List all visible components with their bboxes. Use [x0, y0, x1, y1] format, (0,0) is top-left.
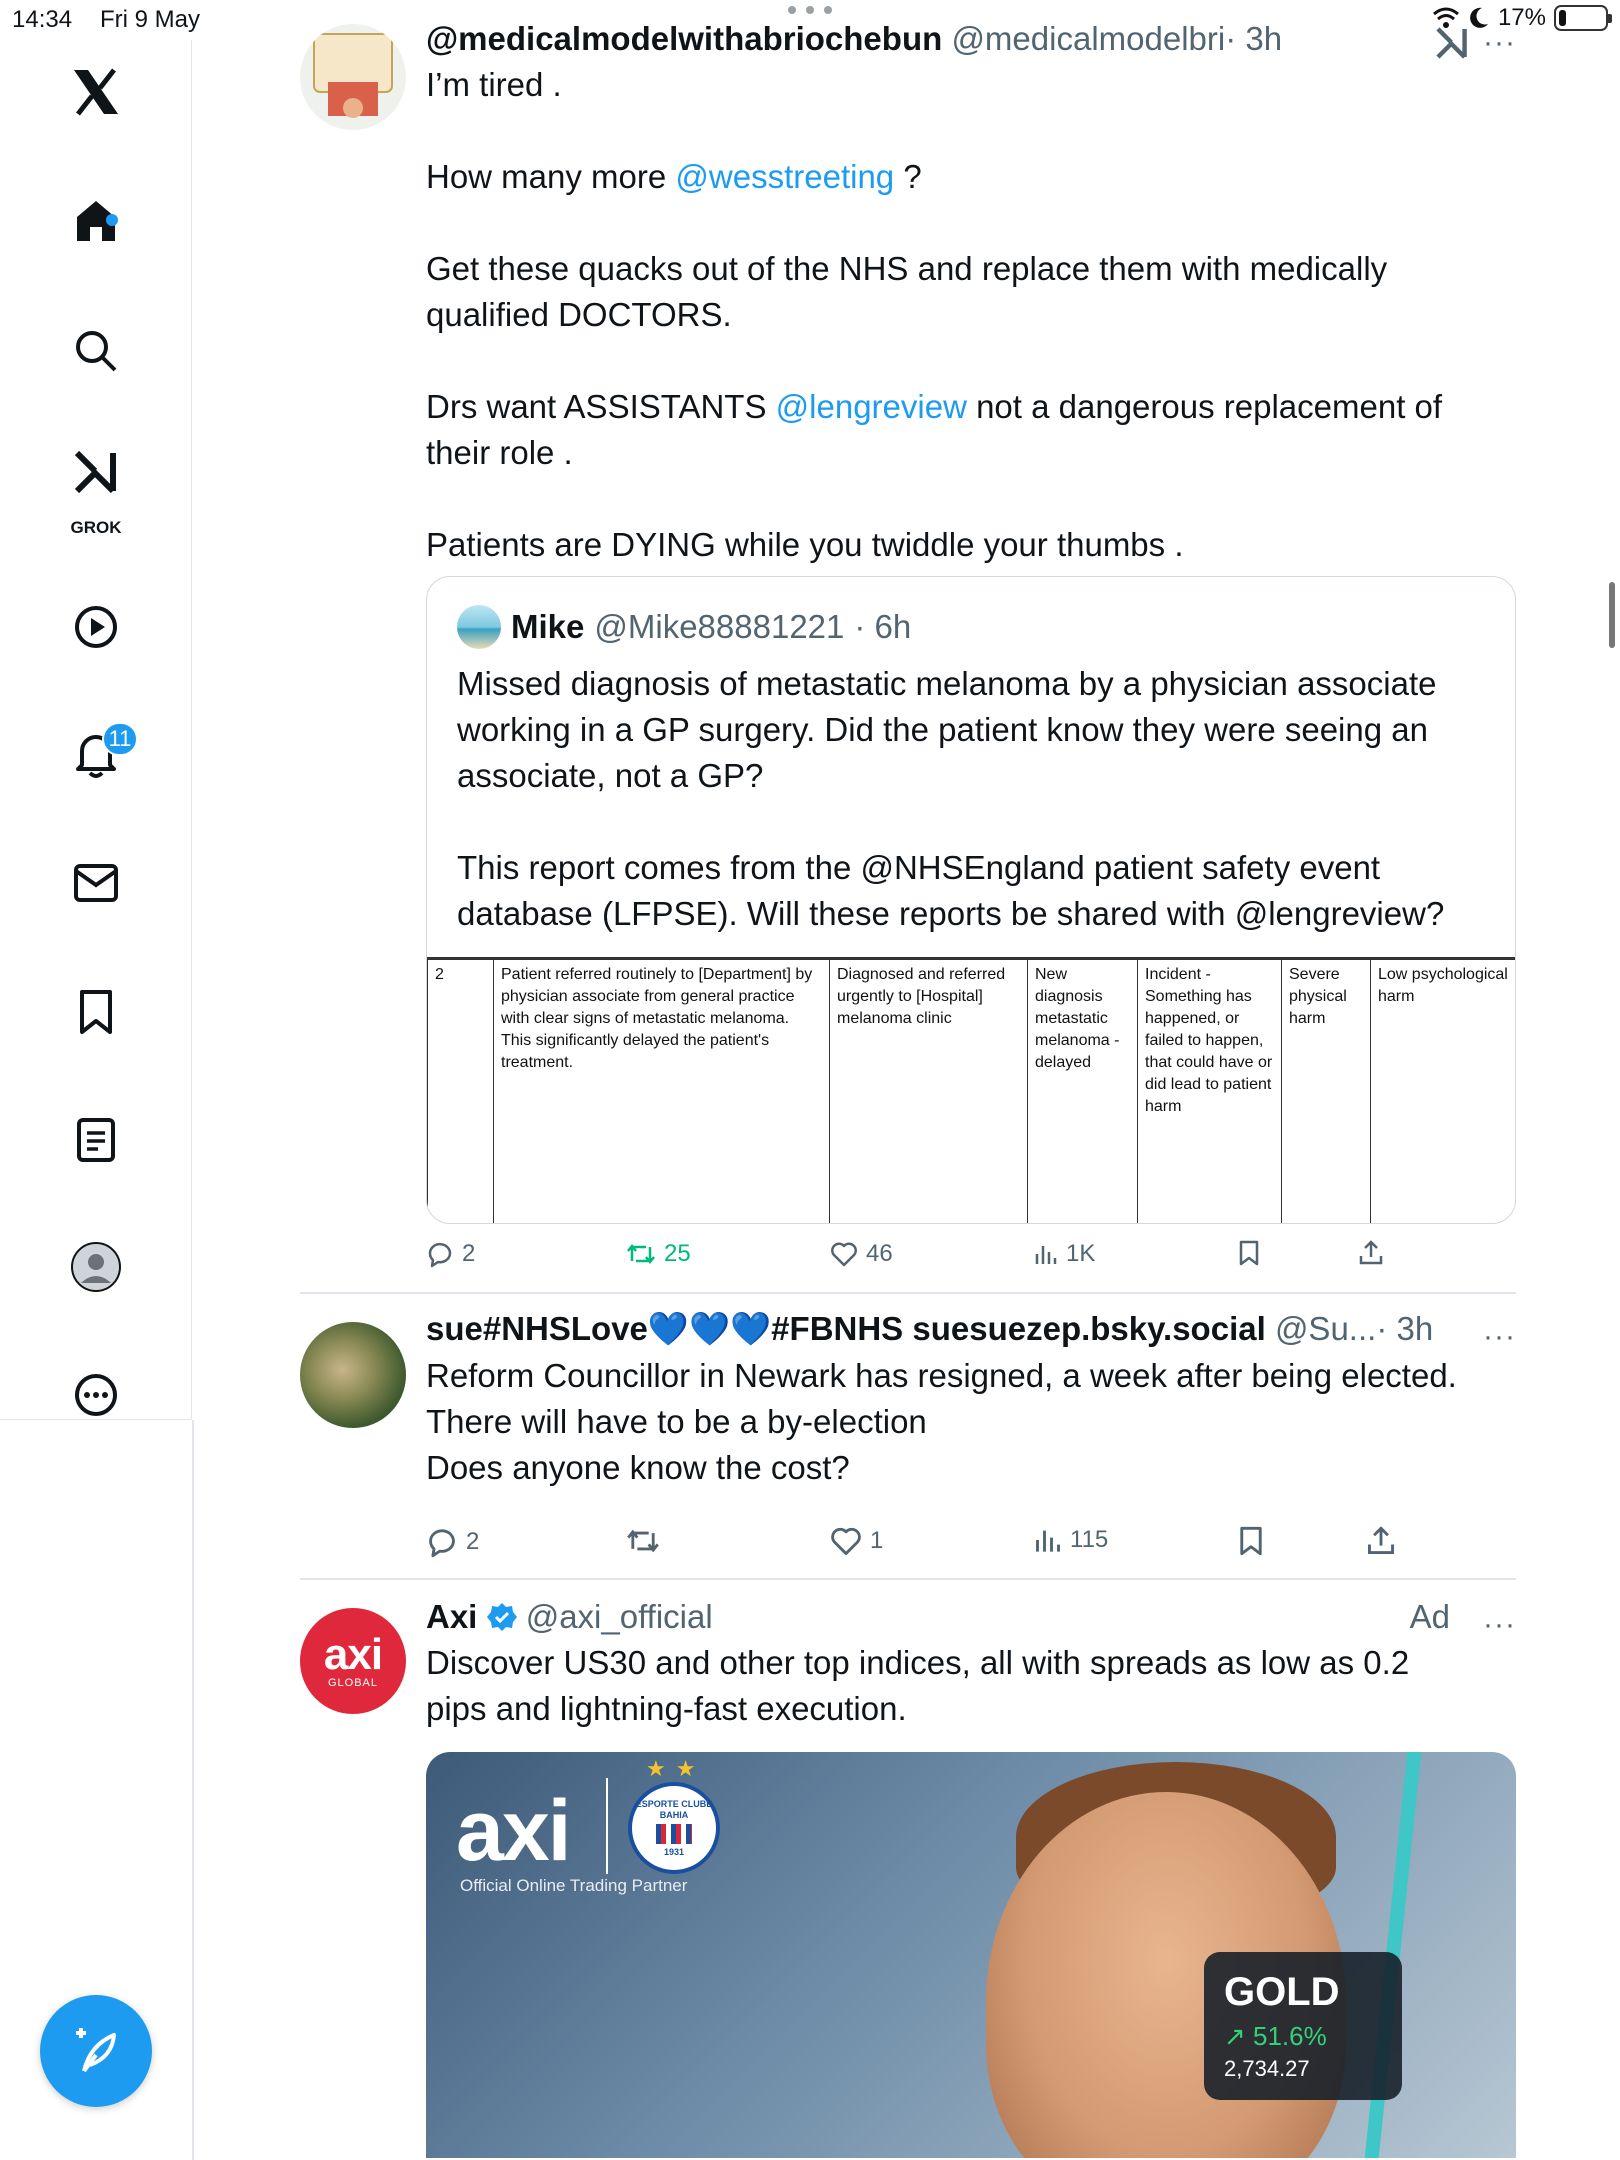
- post-text-line: [426, 430, 1516, 476]
- club-year: 1931: [663, 1846, 685, 1857]
- post-avatar[interactable]: [300, 24, 406, 130]
- lists-icon[interactable]: [0, 1100, 192, 1180]
- search-icon[interactable]: [0, 311, 192, 391]
- post-header: [426, 1310, 1446, 1349]
- post-time: · 3h: [1376, 1310, 1434, 1347]
- quoted-image-table: [427, 957, 1516, 1224]
- notifications-bell-icon[interactable]: [0, 715, 192, 795]
- bookmark-button[interactable]: [1238, 1526, 1264, 1556]
- table-cell: Severe physical harm: [1282, 959, 1371, 1225]
- table-cell: New diagnosis metastatic melanoma - delayed: [1028, 959, 1138, 1225]
- grok-explain-icon[interactable]: [1435, 26, 1469, 60]
- heart-icon: [830, 1526, 862, 1556]
- scrollbar[interactable]: [1609, 582, 1615, 648]
- like-button[interactable]: [830, 1526, 883, 1556]
- author-handle[interactable]: @Su...: [1274, 1310, 1377, 1347]
- author-name[interactable]: @medicalmodelwithabriochebun: [426, 20, 943, 57]
- post-text-line: [426, 292, 1516, 338]
- text-segment: qualified DOCTORS.: [426, 296, 732, 333]
- quoted-text-line: working in a GP surgery. Did the patient know they were seeing an: [457, 711, 1428, 748]
- compose-post-button[interactable]: [40, 1995, 152, 2107]
- views-bar-icon: [1034, 1242, 1058, 1266]
- grok-icon[interactable]: [0, 432, 192, 512]
- sidebar: [0, 40, 192, 1420]
- post-text-line: Does anyone know the cost?: [426, 1449, 850, 1486]
- author-handle[interactable]: @medicalmodelbri: [951, 20, 1226, 57]
- battery-icon: [1554, 5, 1608, 31]
- axi-avatar-text: axi: [323, 1630, 383, 1679]
- ad-image[interactable]: [426, 1752, 1516, 2158]
- author-name[interactable]: Axi: [426, 1598, 478, 1635]
- quoted-post-header: [457, 605, 911, 649]
- post-medicalmodel[interactable]: [300, 20, 1516, 1290]
- heart-icon: [830, 1241, 858, 1267]
- table-cell: Incident - Something has happened, or failed to happen, that could have or did lead to patient harm: [1138, 959, 1282, 1225]
- logo-divider: [606, 1778, 608, 1874]
- text-segment: Get these quacks out of the NHS and replace them with medically: [426, 250, 1388, 287]
- grok-label: GROK: [70, 518, 122, 537]
- views-button[interactable]: [1034, 1526, 1108, 1554]
- quoted-author-handle: @Mike88881221: [594, 608, 845, 645]
- reply-icon: [426, 1526, 458, 1558]
- post-text-line: [426, 200, 1516, 246]
- table-cell: Low psychological harm: [1371, 959, 1517, 1225]
- repost-icon: [626, 1241, 656, 1267]
- quoted-post-text: [457, 661, 1497, 937]
- ticker-change: ↗ 51.6%: [1224, 2021, 1327, 2051]
- quoted-post-time: · 6h: [854, 608, 912, 645]
- bookmark-icon: [1238, 1526, 1264, 1556]
- ticker-name: GOLD: [1224, 1970, 1340, 2014]
- reply-count: 2: [462, 1240, 476, 1267]
- post-text-line: [426, 62, 1516, 108]
- home-icon[interactable]: [0, 180, 192, 260]
- ad-label: Ad: [1409, 1598, 1450, 1635]
- ad-axi-logo: axi: [456, 1783, 570, 1879]
- post-text-line: pips and lightning-fast execution.: [426, 1690, 907, 1727]
- post-separator: [300, 1292, 1516, 1294]
- views-count: 1K: [1066, 1240, 1096, 1267]
- quoted-author-name: Mike: [511, 608, 585, 645]
- post-text: [426, 62, 1516, 568]
- post-text-line: There will have to be a by-election: [426, 1403, 927, 1440]
- views-count: 115: [1070, 1526, 1109, 1553]
- post-sue[interactable]: [300, 1310, 1516, 1580]
- post-text-line: [426, 338, 1516, 384]
- post-text-line: [426, 154, 1516, 200]
- more-options-circle-icon[interactable]: [0, 1355, 192, 1435]
- verified-badge-icon: [487, 1602, 517, 1632]
- post-text-line: [426, 108, 1516, 154]
- gmc-avatar-image: [300, 24, 406, 130]
- author-name[interactable]: sue#NHSLove💙💙💙#FBNHS suesuezep.bsky.social: [426, 1310, 1266, 1347]
- post-time: · 3h: [1225, 20, 1283, 57]
- quoted-text-line: Missed diagnosis of metastatic melanoma by a physician associate: [457, 665, 1437, 702]
- battery-percent: 17%: [1497, 4, 1546, 31]
- post-more-icon[interactable]: ···: [1483, 1608, 1516, 1641]
- post-text-line: [426, 246, 1516, 292]
- mention-link[interactable]: @wesstreeting: [675, 158, 895, 195]
- share-icon: [1366, 1526, 1396, 1556]
- post-axi-ad[interactable]: [300, 1598, 1516, 2160]
- post-actions: [426, 1240, 1516, 1280]
- reply-icon: [426, 1240, 454, 1268]
- share-icon: [1358, 1240, 1384, 1266]
- repost-icon: [626, 1526, 660, 1556]
- axi-avatar-subtext: GLOBAL: [327, 1677, 379, 1689]
- club-crest: [628, 1782, 720, 1874]
- profile-avatar-icon[interactable]: [0, 1227, 192, 1307]
- messages-envelope-icon[interactable]: [0, 843, 192, 923]
- compose-feather-icon: [68, 2023, 124, 2079]
- post-text-line: [426, 522, 1516, 568]
- home-notification-dot: [106, 214, 118, 226]
- post-text-line: [426, 384, 1516, 430]
- reply-button[interactable]: [426, 1526, 479, 1558]
- table-cell: Diagnosed and referred urgently to [Hospital] melanoma clinic: [830, 959, 1028, 1225]
- post-text-line: [426, 476, 1516, 522]
- text-segment: How many more: [426, 158, 676, 195]
- quoted-text-line: This report comes from the @NHSEngland patient safety event: [457, 849, 1381, 886]
- quoted-text-line: [457, 799, 1497, 845]
- mention-link[interactable]: @lengreview: [775, 388, 967, 425]
- share-button[interactable]: [1358, 1240, 1384, 1266]
- axi-avatar[interactable]: [300, 1608, 406, 1714]
- post-text-line: Reform Councillor in Newark has resigned, a week after being elected.: [426, 1357, 1457, 1394]
- repost-button[interactable]: [626, 1240, 691, 1268]
- repost-button[interactable]: [626, 1526, 660, 1556]
- post-text: [426, 1353, 1516, 1491]
- ticker-price: 2,734.27: [1224, 2056, 1310, 2081]
- bookmarks-icon[interactable]: [0, 972, 192, 1052]
- sidebar-divider: [192, 1420, 194, 2160]
- text-segment: Drs want ASSISTANTS: [426, 388, 776, 425]
- status-time: 14:34: [12, 6, 73, 33]
- post-more-icon[interactable]: ···: [1483, 26, 1516, 59]
- text-segment: their role .: [426, 434, 573, 471]
- post-text-line: Discover US30 and other top indices, all with spreads as low as 0.2: [426, 1644, 1410, 1681]
- text-segment: I’m tired .: [426, 66, 562, 103]
- post-header-right: [1435, 26, 1516, 60]
- text-segment: ?: [894, 158, 922, 195]
- reply-button[interactable]: [426, 1240, 475, 1268]
- views-bar-icon: [1034, 1526, 1062, 1554]
- club-name: ESPORTE CLUBE BAHIA: [635, 1798, 713, 1820]
- repost-count: 25: [664, 1240, 691, 1267]
- ad-gold-ticker: [1204, 1952, 1402, 2100]
- reply-count: 2: [466, 1528, 480, 1555]
- text-segment: Patients are DYING while you twiddle your thumbs .: [426, 526, 1184, 563]
- post-actions: [426, 1526, 1516, 1566]
- quoted-avatar: [457, 605, 501, 649]
- notifications-badge: 11: [102, 722, 138, 756]
- multitasking-dots-icon[interactable]: [788, 6, 832, 18]
- post-header: [426, 1598, 1516, 1636]
- quoted-text-line: database (LFPSE). Will these reports be shared with @lengreview?: [457, 895, 1445, 932]
- text-segment: not a dangerous replacement of: [966, 388, 1443, 425]
- post-separator: [300, 1578, 1516, 1580]
- quoted-post[interactable]: [426, 576, 1516, 1224]
- like-count: 46: [866, 1240, 893, 1267]
- post-more-icon[interactable]: ···: [1483, 1320, 1516, 1353]
- post-text: [426, 1640, 1516, 1732]
- post-header: [426, 20, 1516, 58]
- bookmark-icon: [1238, 1240, 1260, 1266]
- stars-icon: ★★: [646, 1756, 706, 1781]
- ad-partner-text: Official Online Trading Partner: [460, 1876, 688, 1895]
- status-date: Fri 9 May: [100, 6, 201, 33]
- x-logo-icon[interactable]: [0, 52, 192, 132]
- like-button[interactable]: [830, 1240, 893, 1268]
- table-cell: Patient referred routinely to [Department] by physician associate from general practice with clear signs of metastatic melanoma. This significantly delayed the patient's treatment.: [494, 959, 830, 1225]
- post-avatar[interactable]: [300, 1322, 406, 1428]
- views-button[interactable]: [1034, 1240, 1095, 1268]
- author-handle[interactable]: @axi_official: [525, 1598, 713, 1635]
- bookmark-button[interactable]: [1238, 1240, 1260, 1266]
- table-cell: 2: [428, 959, 494, 1225]
- like-count: 1: [870, 1527, 884, 1554]
- video-play-icon[interactable]: [0, 587, 192, 667]
- quoted-text-line: associate, not a GP?: [457, 757, 764, 794]
- share-button[interactable]: [1366, 1526, 1396, 1556]
